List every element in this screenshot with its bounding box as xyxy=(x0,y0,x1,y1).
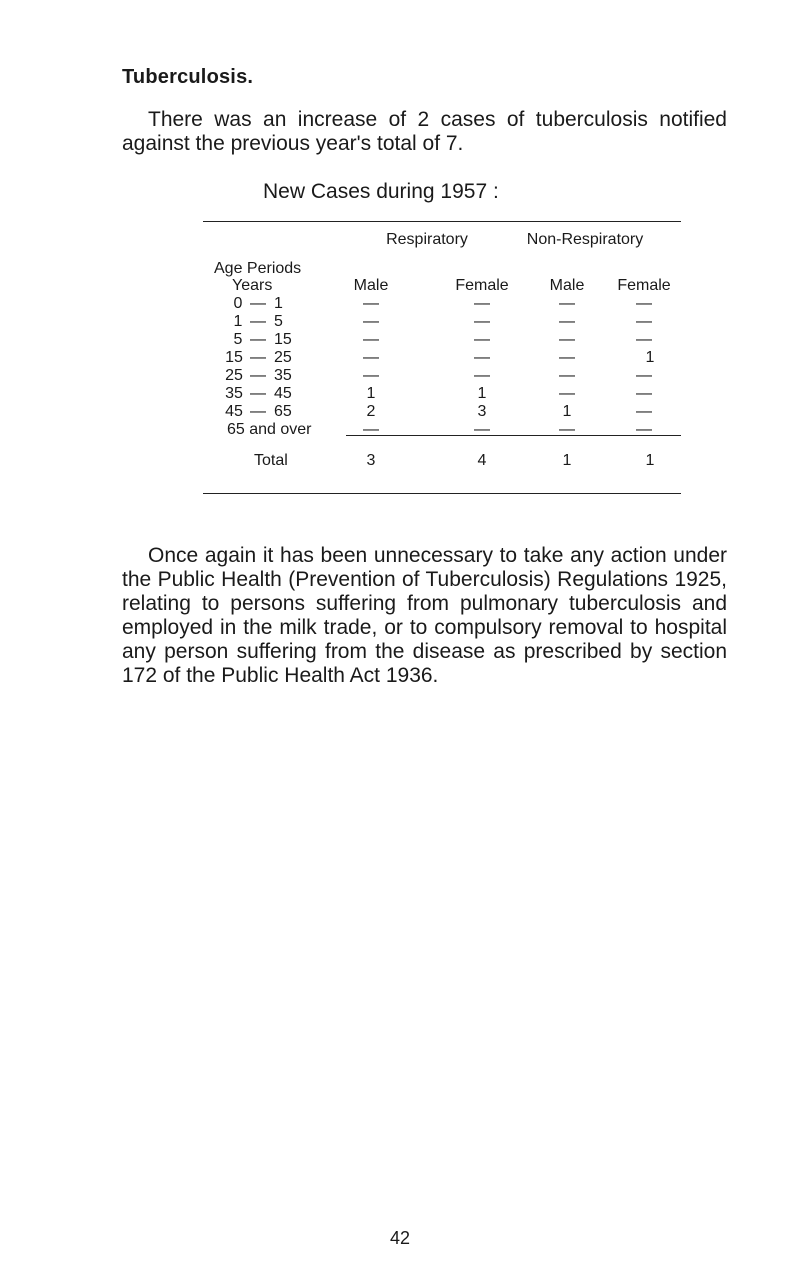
section-heading: Tuberculosis. xyxy=(122,66,254,88)
cell-nonresp-female: — xyxy=(636,313,652,330)
age-dash: — xyxy=(250,385,266,402)
age-start: 0 xyxy=(233,295,243,312)
cell-resp-female: — xyxy=(474,331,490,348)
age-start: 45 xyxy=(225,403,243,420)
cell-nonresp-female: — xyxy=(636,385,652,402)
age-dash: — xyxy=(250,403,266,420)
cell-resp-female: — xyxy=(474,349,490,366)
age-start: 5 xyxy=(233,331,243,348)
age-label: 65 and over xyxy=(227,421,312,438)
cell-resp-male: — xyxy=(363,313,379,330)
cell-resp-male: — xyxy=(363,367,379,384)
cell-resp-female: — xyxy=(474,367,490,384)
row-header-years: Years xyxy=(232,277,273,294)
table-caption-text: New Cases during 1957 : xyxy=(263,180,499,203)
cell-resp-female: — xyxy=(474,313,490,330)
sub-header-resp-male: Male xyxy=(353,277,389,294)
cell-nonresp-male: — xyxy=(559,313,575,330)
group-header-respiratory: Respiratory xyxy=(386,231,468,248)
total-resp-female: 4 xyxy=(477,452,487,469)
cell-nonresp-female: — xyxy=(636,367,652,384)
cell-resp-male: — xyxy=(363,295,379,312)
age-dash: — xyxy=(250,295,266,312)
age-dash: — xyxy=(250,367,266,384)
intro-paragraph: There was an increase of 2 cases of tuberculosis notified against the previous year's total of 7. xyxy=(122,108,727,155)
cell-resp-female: — xyxy=(474,421,490,438)
page-number: 42 xyxy=(389,1228,411,1248)
cell-nonresp-male: 1 xyxy=(562,403,572,420)
tuberculosis-cases-table xyxy=(0,0,800,540)
cell-nonresp-male: — xyxy=(559,295,575,312)
cell-nonresp-female: 1 xyxy=(645,349,655,366)
age-start: 1 xyxy=(233,313,243,330)
cell-resp-female: 3 xyxy=(477,403,487,420)
age-end: 65 xyxy=(274,403,292,420)
cell-resp-male: — xyxy=(363,421,379,438)
closing-paragraph: Once again it has been unnecessary to take any action under the Public Health (Prevention of Tuberculosis) Regulations 1925, relating to persons suffering from pulmonary tuberculosis and employed in the milk trade, or to compulsory removal to hospital any person suffering from the disease as prescribed by section 172 of the Public Health Act 1936. xyxy=(122,544,727,687)
cell-resp-female: 1 xyxy=(477,385,487,402)
age-end: 5 xyxy=(274,313,283,330)
cell-nonresp-male: — xyxy=(559,349,575,366)
table-top-rule xyxy=(203,221,681,222)
age-start: 15 xyxy=(225,349,243,366)
cell-resp-male: 2 xyxy=(366,403,376,420)
age-end: 45 xyxy=(274,385,292,402)
cell-nonresp-male: — xyxy=(559,385,575,402)
cell-resp-male: 1 xyxy=(366,385,376,402)
cell-nonresp-female: — xyxy=(636,295,652,312)
sub-header-nonresp-male: Male xyxy=(549,277,585,294)
age-end: 25 xyxy=(274,349,292,366)
total-nonresp-male: 1 xyxy=(562,452,572,469)
age-dash: — xyxy=(250,313,266,330)
cell-nonresp-female: — xyxy=(636,421,652,438)
row-header-age-periods: Age Periods xyxy=(214,260,302,277)
age-end: 15 xyxy=(274,331,292,348)
cell-nonresp-male: — xyxy=(559,421,575,438)
group-header-non-respiratory: Non-Respiratory xyxy=(526,231,644,248)
total-resp-male: 3 xyxy=(366,452,376,469)
sub-header-nonresp-female: Female xyxy=(617,277,671,294)
cell-nonresp-male: — xyxy=(559,331,575,348)
sub-header-resp-female: Female xyxy=(455,277,509,294)
age-end: 35 xyxy=(274,367,292,384)
age-dash: — xyxy=(250,349,266,366)
cell-resp-male: — xyxy=(363,349,379,366)
age-start: 35 xyxy=(225,385,243,402)
cell-nonresp-female: — xyxy=(636,403,652,420)
table-bottom-rule xyxy=(203,493,681,494)
cell-nonresp-female: — xyxy=(636,331,652,348)
age-end: 1 xyxy=(274,295,283,312)
age-dash: — xyxy=(250,331,266,348)
total-label: Total xyxy=(254,452,288,469)
cell-resp-female: — xyxy=(474,295,490,312)
age-start: 25 xyxy=(225,367,243,384)
total-nonresp-female: 1 xyxy=(645,452,655,469)
cell-resp-male: — xyxy=(363,331,379,348)
totals-top-rule xyxy=(346,435,681,436)
cell-nonresp-male: — xyxy=(559,367,575,384)
